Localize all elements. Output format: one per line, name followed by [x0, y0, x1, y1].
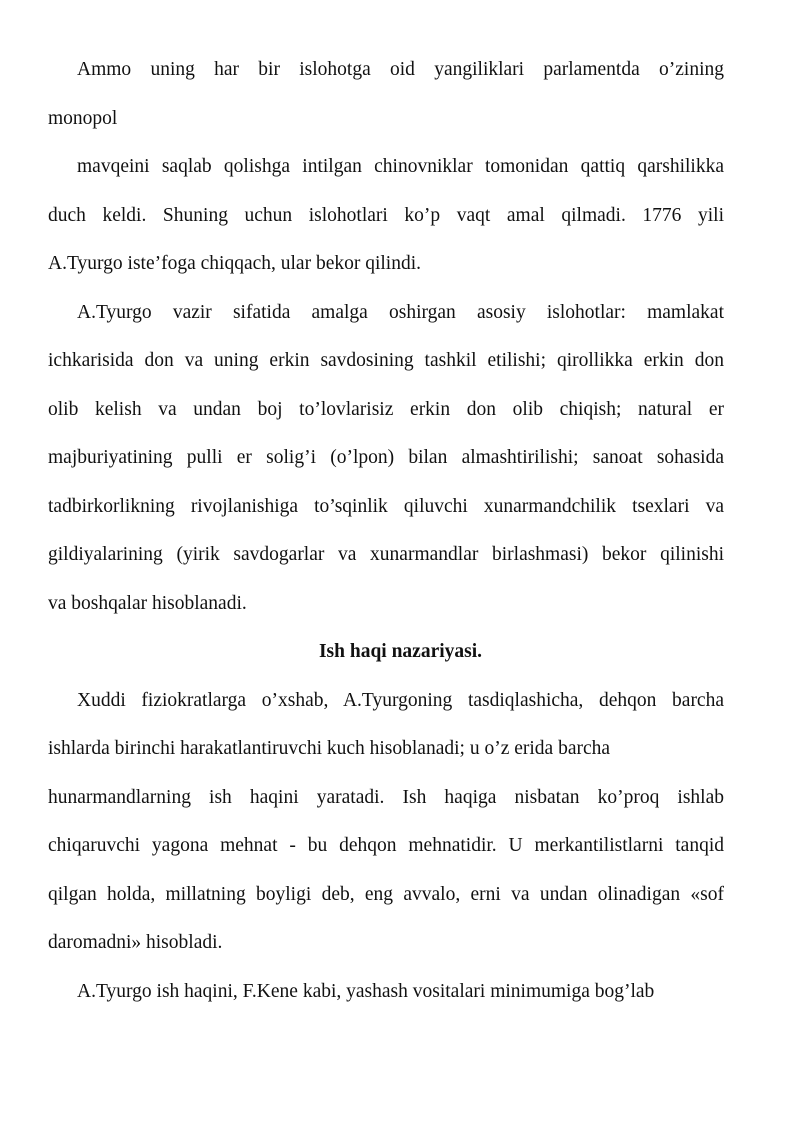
text-line: qilgan holda, millatning boyligi deb, eng avvalo, erni va undan olinadigan «sof	[48, 883, 724, 905]
text-line: monopol	[48, 107, 118, 129]
text-line: ichkarisida don va uning erkin savdosining tashkil etilishi; qirollikka erkin don	[48, 350, 724, 371]
paragraph-3	[48, 289, 724, 629]
text-line: majburiyatining pulli er solig’i (o’lpon) bilan almashtirilishi; sanoat sohasida	[48, 447, 724, 468]
text-line: duch keldi. Shuning uchun islohotlari ko’p vaqt amal qilmadi. 1776 yili	[48, 204, 724, 226]
text-line: mavqeini saqlab qolishga intilgan chinovniklar tomonidan qattiq qarshilikka	[77, 156, 724, 177]
paragraph-5	[48, 968, 724, 1017]
section-heading: Ish haqi nazariyasi.	[318, 641, 483, 662]
paragraph-4	[48, 677, 724, 968]
text-line: va boshqalar hisoblanadi.	[48, 592, 247, 614]
text-line: tadbirkorlikning rivojlanishiga to’sqinlik qiluvchi xunarmandchilik tsexlari va	[48, 495, 724, 517]
document-page	[48, 46, 724, 1016]
text-line: chiqaruvchi yagona mehnat - bu dehqon mehnatidir. U merkantilistlarni tanqid	[48, 835, 724, 856]
text-line: hunarmandlarning ish haqini yaratadi. Ish haqiga nisbatan ko’proq ishlab	[48, 786, 724, 808]
text-line: A.Tyurgo iste’foga chiqqach, ular bekor qilindi.	[48, 253, 422, 274]
text-line: A.Tyurgo vazir sifatida amalga oshirgan asosiy islohotlar: mamlakat	[77, 301, 724, 323]
paragraph-2	[48, 143, 724, 289]
text-line: A.Tyurgo ish haqini, F.Kene kabi, yashash vositalari minimumiga bog’lab	[77, 980, 655, 1002]
text-line: ishlarda birinchi harakatlantiruvchi kuch hisoblanadi; u o’z erida barcha	[48, 738, 611, 759]
text-line: gildiyalarining (yirik savdogarlar va xunarmandlar birlashmasi) bekor qilinishi	[48, 544, 724, 565]
text-line: Ammo uning har bir islohotga oid yangiliklari parlamentda o’zining	[77, 59, 724, 80]
text-line: Xuddi fiziokratlarga o’xshab, A.Tyurgoning tasdiqlashicha, dehqon barcha	[77, 689, 724, 711]
text-line: olib kelish va undan boj to’lovlarisiz erkin don olib chiqish; natural er	[48, 398, 724, 420]
text-line: daromadni» hisobladi.	[48, 932, 223, 953]
paragraph-1	[48, 46, 724, 143]
